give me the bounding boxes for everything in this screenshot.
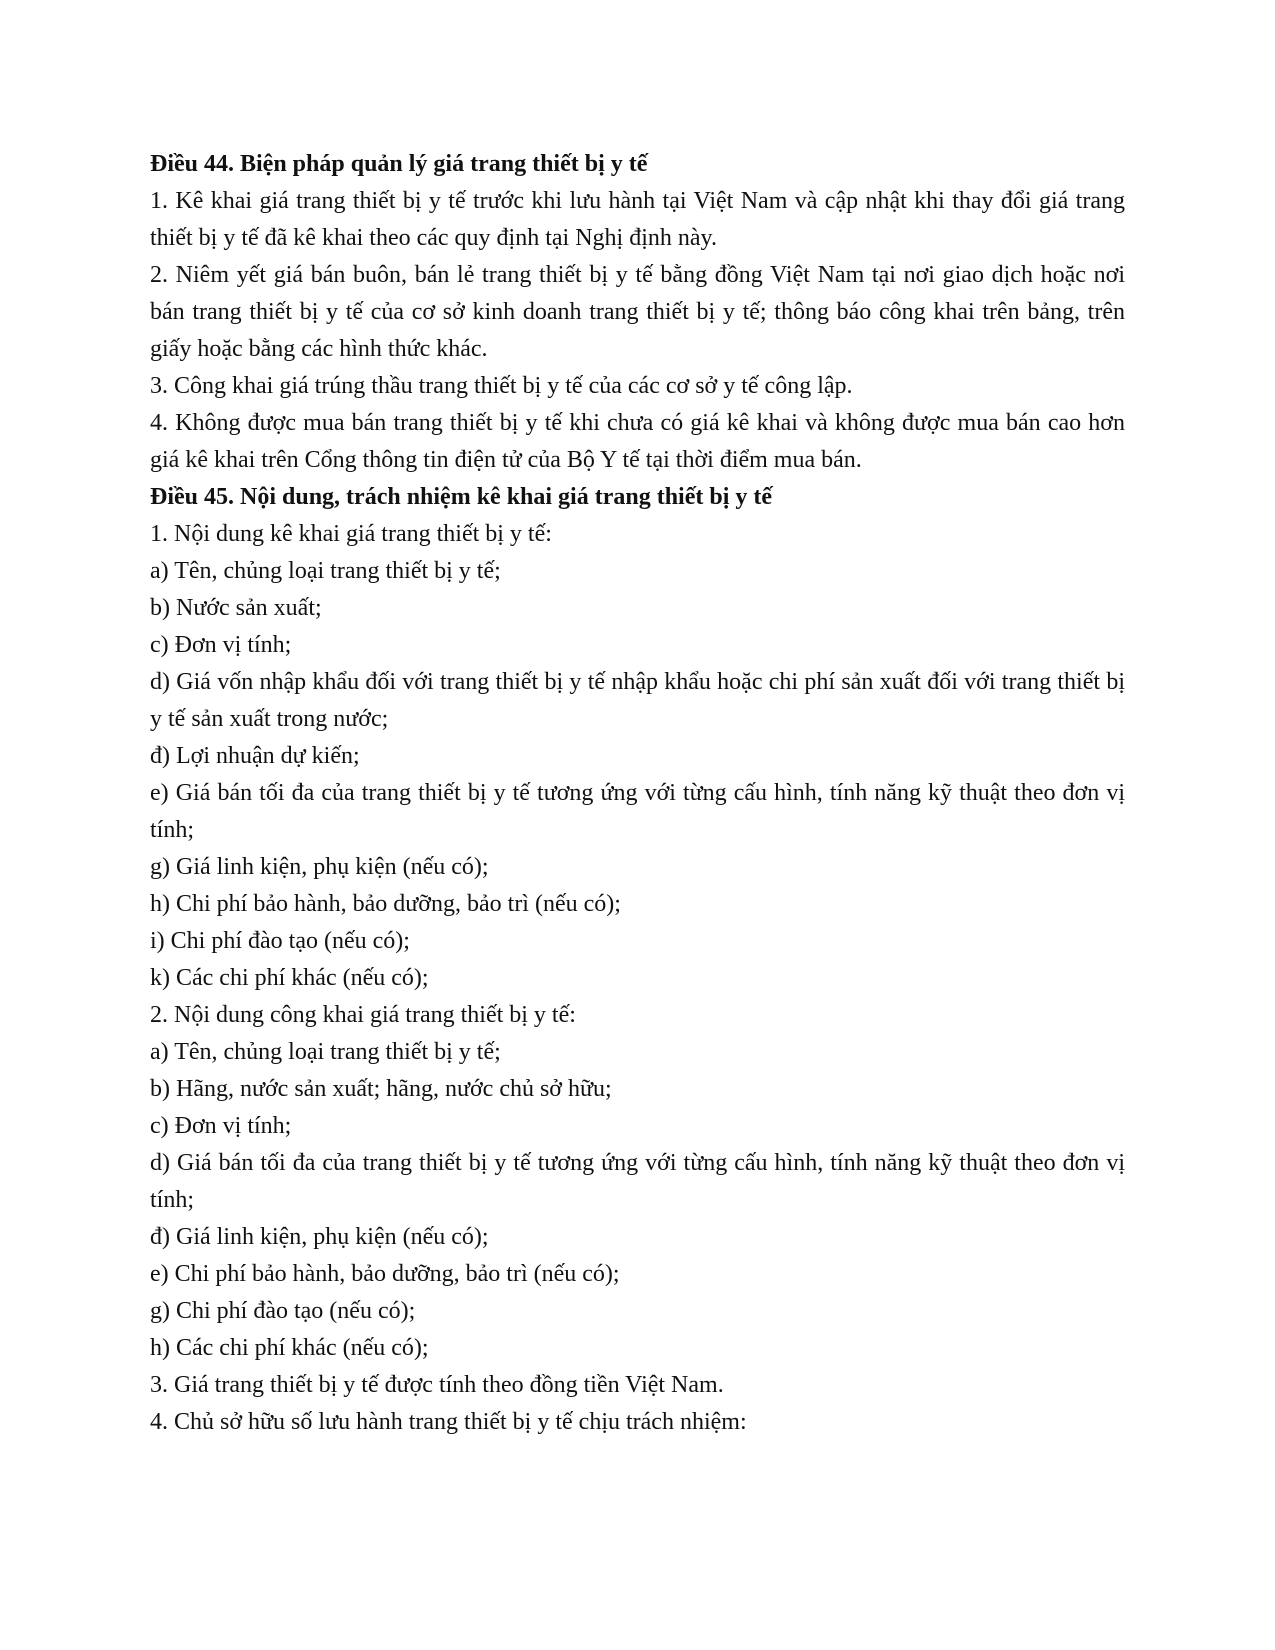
article-45-item: h) Các chi phí khác (nếu có); (150, 1335, 429, 1361)
article-45-item: 2. Nội dung công khai giá trang thiết bị y tế: (150, 1002, 576, 1028)
article-45-item: đ) Giá linh kiện, phụ kiện (nếu có); (150, 1224, 489, 1250)
article-45-item: k) Các chi phí khác (nếu có); (150, 965, 429, 991)
article-45-item: i) Chi phí đào tạo (nếu có); (150, 928, 410, 954)
article-45-heading: Điều 45. Nội dung, trách nhiệm kê khai giá trang thiết bị y tế (150, 484, 773, 510)
article-45-item: c) Đơn vị tính; (150, 1113, 292, 1139)
article-44-item-2: 2. Niêm yết giá bán buôn, bán lẻ trang thiết bị y tế bằng đồng Việt Nam tại nơi giao dịch hoặc nơi bán trang thiết bị y tế của cơ sở kinh doanh trang thiết bị y tế; thông báo công khai trên bảng, trên giấy hoặc bằng các hình thức khác. (150, 262, 1125, 362)
article-45-item: a) Tên, chủng loại trang thiết bị y tế; (150, 558, 501, 584)
article-44-heading: Điều 44. Biện pháp quản lý giá trang thiết bị y tế (150, 151, 648, 177)
article-45-item: a) Tên, chủng loại trang thiết bị y tế; (150, 1039, 501, 1065)
article-45-item: g) Chi phí đào tạo (nếu có); (150, 1298, 416, 1324)
article-45-item: c) Đơn vị tính; (150, 632, 292, 658)
article-45-item: e) Chi phí bảo hành, bảo dưỡng, bảo trì (nếu có); (150, 1261, 620, 1287)
article-44-item-4: 4. Không được mua bán trang thiết bị y tế khi chưa có giá kê khai và không được mua bán cao hơn giá kê khai trên Cổng thông tin điện tử của Bộ Y tế tại thời điểm mua bán. (150, 410, 1125, 473)
article-45-item: 3. Giá trang thiết bị y tế được tính theo đồng tiền Việt Nam. (150, 1372, 724, 1398)
article-45-item: 4. Chủ sở hữu số lưu hành trang thiết bị y tế chịu trách nhiệm: (150, 1409, 747, 1435)
article-45-item: 1. Nội dung kê khai giá trang thiết bị y tế: (150, 521, 552, 547)
article-45-item: d) Giá bán tối đa của trang thiết bị y tế tương ứng với từng cấu hình, tính năng kỹ thuật theo đơn vị tính; (150, 1150, 1125, 1213)
article-44-item-3: 3. Công khai giá trúng thầu trang thiết bị y tế của các cơ sở y tế công lập. (150, 373, 853, 399)
article-45-item: g) Giá linh kiện, phụ kiện (nếu có); (150, 854, 489, 880)
article-45-item: d) Giá vốn nhập khẩu đối với trang thiết bị y tế nhập khẩu hoặc chi phí sản xuất đối với trang thiết bị y tế sản xuất trong nước; (150, 669, 1125, 732)
article-45-item: b) Hãng, nước sản xuất; hãng, nước chủ sở hữu; (150, 1076, 612, 1102)
article-44-item-1: 1. Kê khai giá trang thiết bị y tế trước khi lưu hành tại Việt Nam và cập nhật khi thay đổi giá trang thiết bị y tế đã kê khai theo các quy định tại Nghị định này. (150, 188, 1125, 251)
article-45-item: đ) Lợi nhuận dự kiến; (150, 743, 360, 769)
article-45-item: b) Nước sản xuất; (150, 595, 322, 621)
article-45-item: h) Chi phí bảo hành, bảo dưỡng, bảo trì (nếu có); (150, 891, 621, 917)
document-page (150, 146, 1125, 1441)
article-45-item: e) Giá bán tối đa của trang thiết bị y tế tương ứng với từng cấu hình, tính năng kỹ thuật theo đơn vị tính; (150, 780, 1125, 843)
